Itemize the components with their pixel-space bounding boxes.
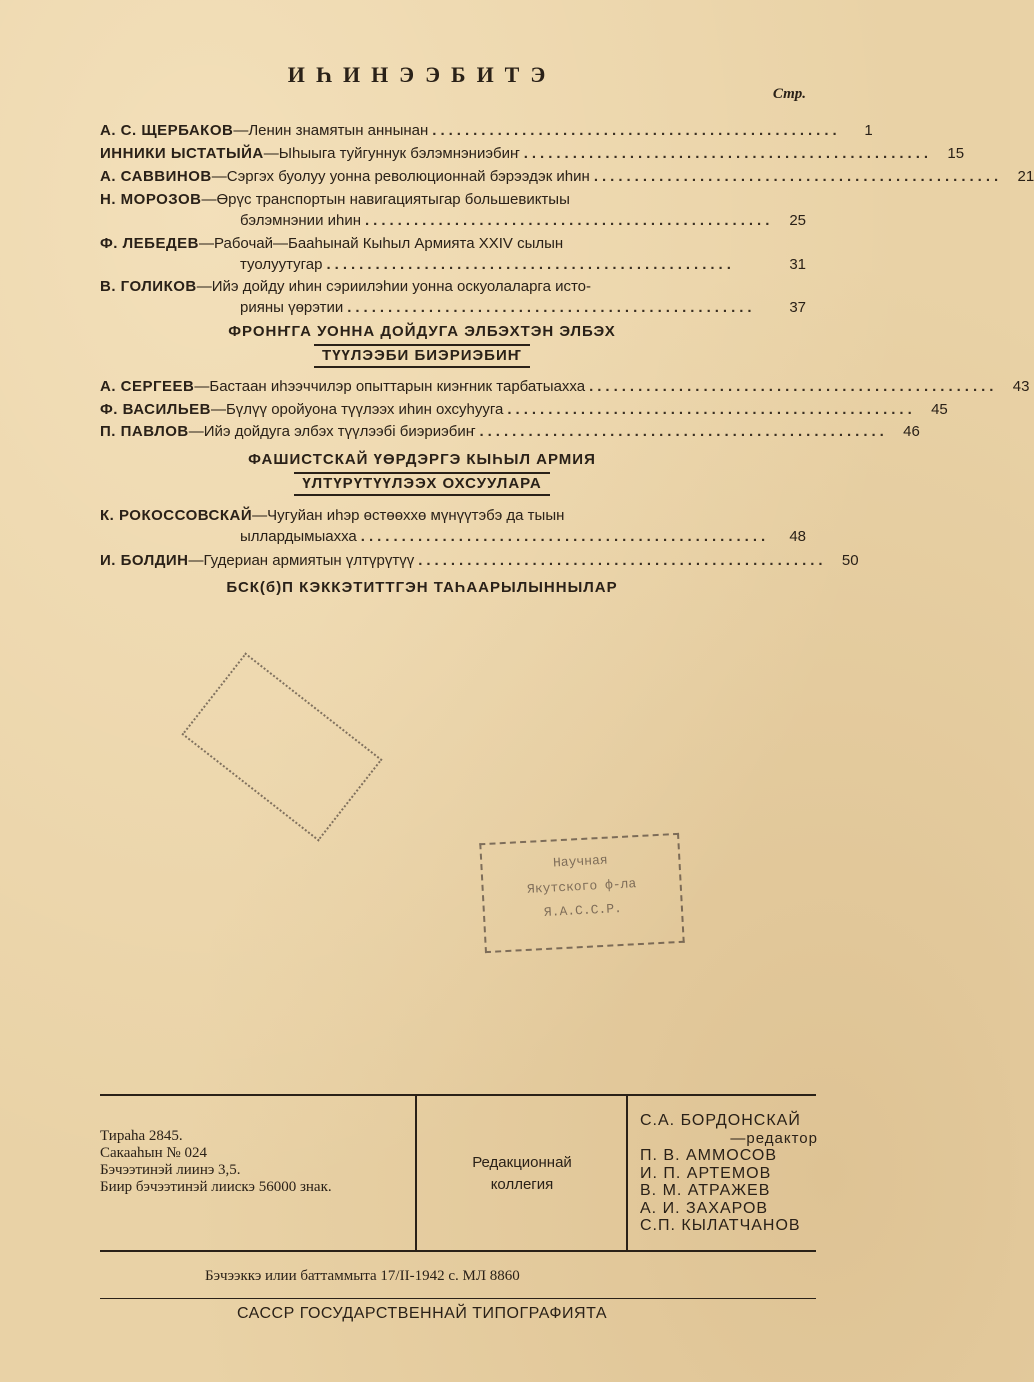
toc-page-number: 25 [789,212,806,229]
toc-page-number: 1 [864,122,873,139]
page-column-label: Стр. [772,86,806,102]
printer-name: САССР ГОСУДАРСТВЕННАЙ ТИПОГРАФИЯТА [236,1305,608,1322]
stamp-line3: Я.А.С.С.Р. [543,900,623,921]
toc-author: Н. МОРОЗОВ [100,191,202,208]
editorial-board-label [418,1152,626,1196]
toc-title: —Ыһыыга туйгуннук бэлэмнэниэбиҥ [263,145,520,162]
leader-dots: .................................................. [347,299,756,316]
signed-to-print: Бэчээккэ илии баттаммыта 17/II-1942 с. МЛ 8860 [205,1268,520,1284]
toc-title: —Бүлүү оройуона түүлээх иһин охсуһууга [210,401,504,418]
imprint-line: Тираһа 2845. [100,1128,183,1144]
toc-page-number: 45 [931,401,948,418]
toc-entry[interactable] [100,505,806,547]
toc-entry[interactable] [100,550,859,571]
toc-author: И. БОЛДИН [100,552,189,569]
section-heading [0,322,844,368]
toc-title: —Өрүс транспортын навигациятыгар большевиктыы [201,191,570,208]
imprint-line: Биир бэчээтинэй лиискэ 56000 знак. [100,1179,332,1195]
toc-entry[interactable] [100,376,1030,397]
toc-entry[interactable] [100,120,873,141]
editor-member: П. В. АММОСОВ [640,1147,778,1164]
toc-title: —Чугуйан иһэр өстөөххө мүнүүтэбэ да тыын [252,507,565,524]
toc-title-continued: туолуутугар [240,256,323,273]
toc-title: —Сэргэх буолуу уонна революционнай бэрээдэк иһин [211,168,590,185]
imprint-line: Сакааһын № 024 [100,1145,207,1161]
toc-title: —Гудериан армиятын үлтүрүтүү [188,552,415,569]
toc-author: А. СЕРГЕЕВ [100,378,195,395]
section-heading-publisher: БСК(б)П КЭККЭТИТТГЭН ТАҺААРЫЛЫННЫЛАР [226,579,618,596]
toc-page-number: 37 [789,299,806,316]
toc-entry[interactable] [100,421,920,442]
toc-page-number: 21 [1017,168,1034,185]
leader-dots: .................................................. [593,168,1003,185]
editor-member: А. И. ЗАХАРОВ [640,1199,769,1217]
toc-page-number: 46 [903,423,920,440]
toc-title: —Бастаан иһээччилэр опыттарын киэҥник тарбатыахха [194,378,586,395]
stamp-line2: Якутского ф-ла [526,876,637,897]
toc-title-continued: ыллардымыахха [240,528,357,545]
toc-title: —Ийэ дойдуга элбэх түүлээбi биэриэбиҥ [188,423,476,440]
chief-editor: С.А. БОРДОНСКАЙ [640,1112,801,1129]
editor-member: И. П. АРТЕМОВ [640,1164,772,1182]
footer-divider [626,1096,628,1250]
footer-divider [415,1096,417,1250]
toc-entry[interactable] [100,166,1034,187]
toc-title-continued: бэлэмнэнии иһин [240,212,361,229]
toc-title-continued: рияны үөрэтии [240,299,344,316]
section-heading-line1: ФРОНҤГА УОННА ДОЙДУГА ЭЛБЭХТЭН ЭЛБЭХ [228,323,616,340]
toc-author: В. ГОЛИКОВ [100,278,197,295]
toc-page-number: 43 [1012,378,1030,395]
editors-list [640,1112,818,1235]
toc-author: К. РОКОССОВСКАЙ [100,507,253,524]
leader-dots: .................................................. [432,122,841,139]
section-heading-line2: ҮЛТҮРҮТҮҮЛЭЭХ ОХСУУЛАРА [294,472,549,496]
toc-page-number: 48 [789,528,806,545]
toc-author: Ф. ЛЕБЕДЕВ [100,235,199,252]
leader-dots: .................................................. [479,423,888,440]
toc-entry[interactable] [100,399,948,420]
leader-dots: .................................................. [589,378,998,395]
toc-author: А. САВВИНОВ [100,168,212,185]
toc-entry[interactable] [100,276,806,318]
leader-dots: .................................................. [360,528,770,545]
imprint-block [100,1128,332,1196]
toc-author: ИННИКИ ЫСТАТЫЙА [100,145,264,162]
board-line: Редакционнай [472,1154,572,1171]
leader-dots: .................................................. [326,256,735,273]
editor-member: С.П. КЫЛАТЧАНОВ [640,1217,801,1234]
section-heading-line1: ФАШИСТСКАЙ ҮӨРДЭРГЭ КЫҺЫЛ АРМИЯ [248,451,596,468]
toc-title: —Ленин знамятын аннынан [233,122,429,139]
toc-page-number: 31 [789,256,806,273]
page-title: ИҺИНЭЭБИТЭ [287,62,557,87]
section-heading-line2: ТҮҮЛЭЭБИ БИЭРИЭБИҤ [314,344,530,368]
editor-role: —редактор [730,1129,818,1147]
leader-dots: .................................................. [507,401,916,418]
footer-bottom-rule [100,1250,816,1252]
toc-page-number: 50 [841,552,859,569]
toc-entry[interactable] [100,189,806,231]
leader-dots: .................................................. [523,145,933,162]
footer-top-rule [100,1094,816,1096]
leader-dots: .................................................. [418,552,827,569]
leader-dots: .................................................. [365,212,774,229]
library-stamp [479,833,684,953]
toc-title: —Ийэ дойду иһин сэриилэһии уонна оскуолаларга исто- [196,278,591,295]
imprint-line: Бэчээтинэй лиинэ 3,5. [100,1162,241,1178]
faded-stamp [181,652,382,841]
editor-member: В. М. АТРАЖЕВ [640,1182,771,1199]
toc-title: —Рабочай—Бааһынай Кыһыл Армията XXIV сылын [198,235,564,252]
toc-entry[interactable] [100,143,965,164]
printer-rule [100,1298,816,1299]
toc-page-number: 15 [947,145,965,162]
toc-entry[interactable] [100,233,806,275]
board-line: коллегия [490,1176,554,1193]
toc-author: Ф. ВАСИЛЬЕВ [100,401,211,418]
stamp-line1: Научная [552,852,609,871]
toc-author: А. С. ЩЕРБАКОВ [100,122,234,139]
toc-author: П. ПАВЛОВ [100,423,189,440]
section-heading [0,450,844,496]
